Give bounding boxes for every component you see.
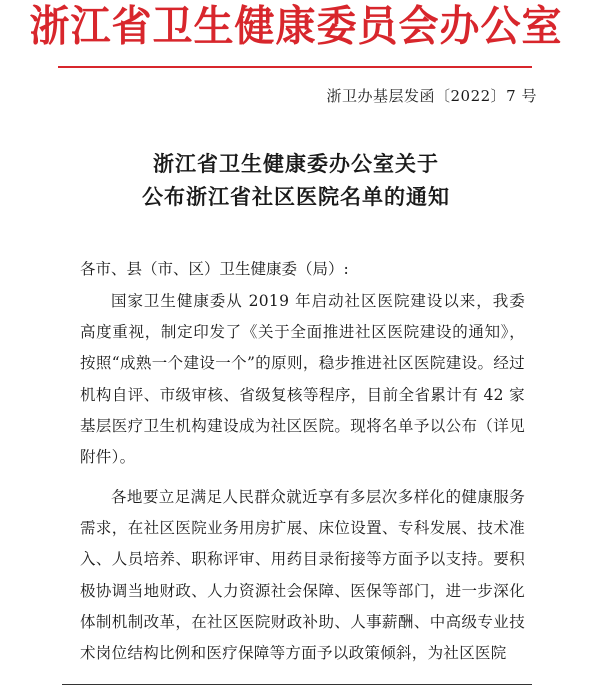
masthead-red-rule bbox=[58, 66, 532, 68]
document-title-line-1: 浙江省卫生健康委办公室关于 bbox=[153, 152, 439, 176]
salutation: 各市、县（市、区）卫生健康委（局）: bbox=[80, 260, 349, 278]
body-paragraph-2: 各地要立足满足人民群众就近享有多层次多样化的健康服务需求，在社区医院业务用房扩展、床位设置、专科发展、技术准入、人员培养、职称评审、用药目录衔接等方面予以支持。要积极协调当地财政、人力资源社会保障、医保等部门，进一步深化体制机制改革，在社区医院财政补助、人事薪酬、中高级专业技术岗位结构比例和医疗保障等方面予以政策倾斜，为社区医院 bbox=[80, 488, 525, 663]
body-paragraph-1: 国家卫生健康委从 2019 年启动社区医院建设以来，我委高度重视，制定印发了《关于全面推进社区医院建设的通知》，按照“成熟一个建设一个”的原则，稳步推进社区医院建设。经过机构自评、市级审核、省级复核等程序，目前全省累计有 42 家基层医疗卫生机构建设成为社区医院。现将名单予以公布（详见附件）。 bbox=[80, 292, 525, 467]
document-title-line-2: 公布浙江省社区医院名单的通知 bbox=[142, 185, 450, 209]
masthead-org-name: 浙江省卫生健康委员会办公室 bbox=[29, 2, 563, 52]
page-bottom-rule bbox=[62, 684, 532, 685]
document-number: 浙卫办基层发函〔2022〕7 号 bbox=[326, 87, 537, 105]
